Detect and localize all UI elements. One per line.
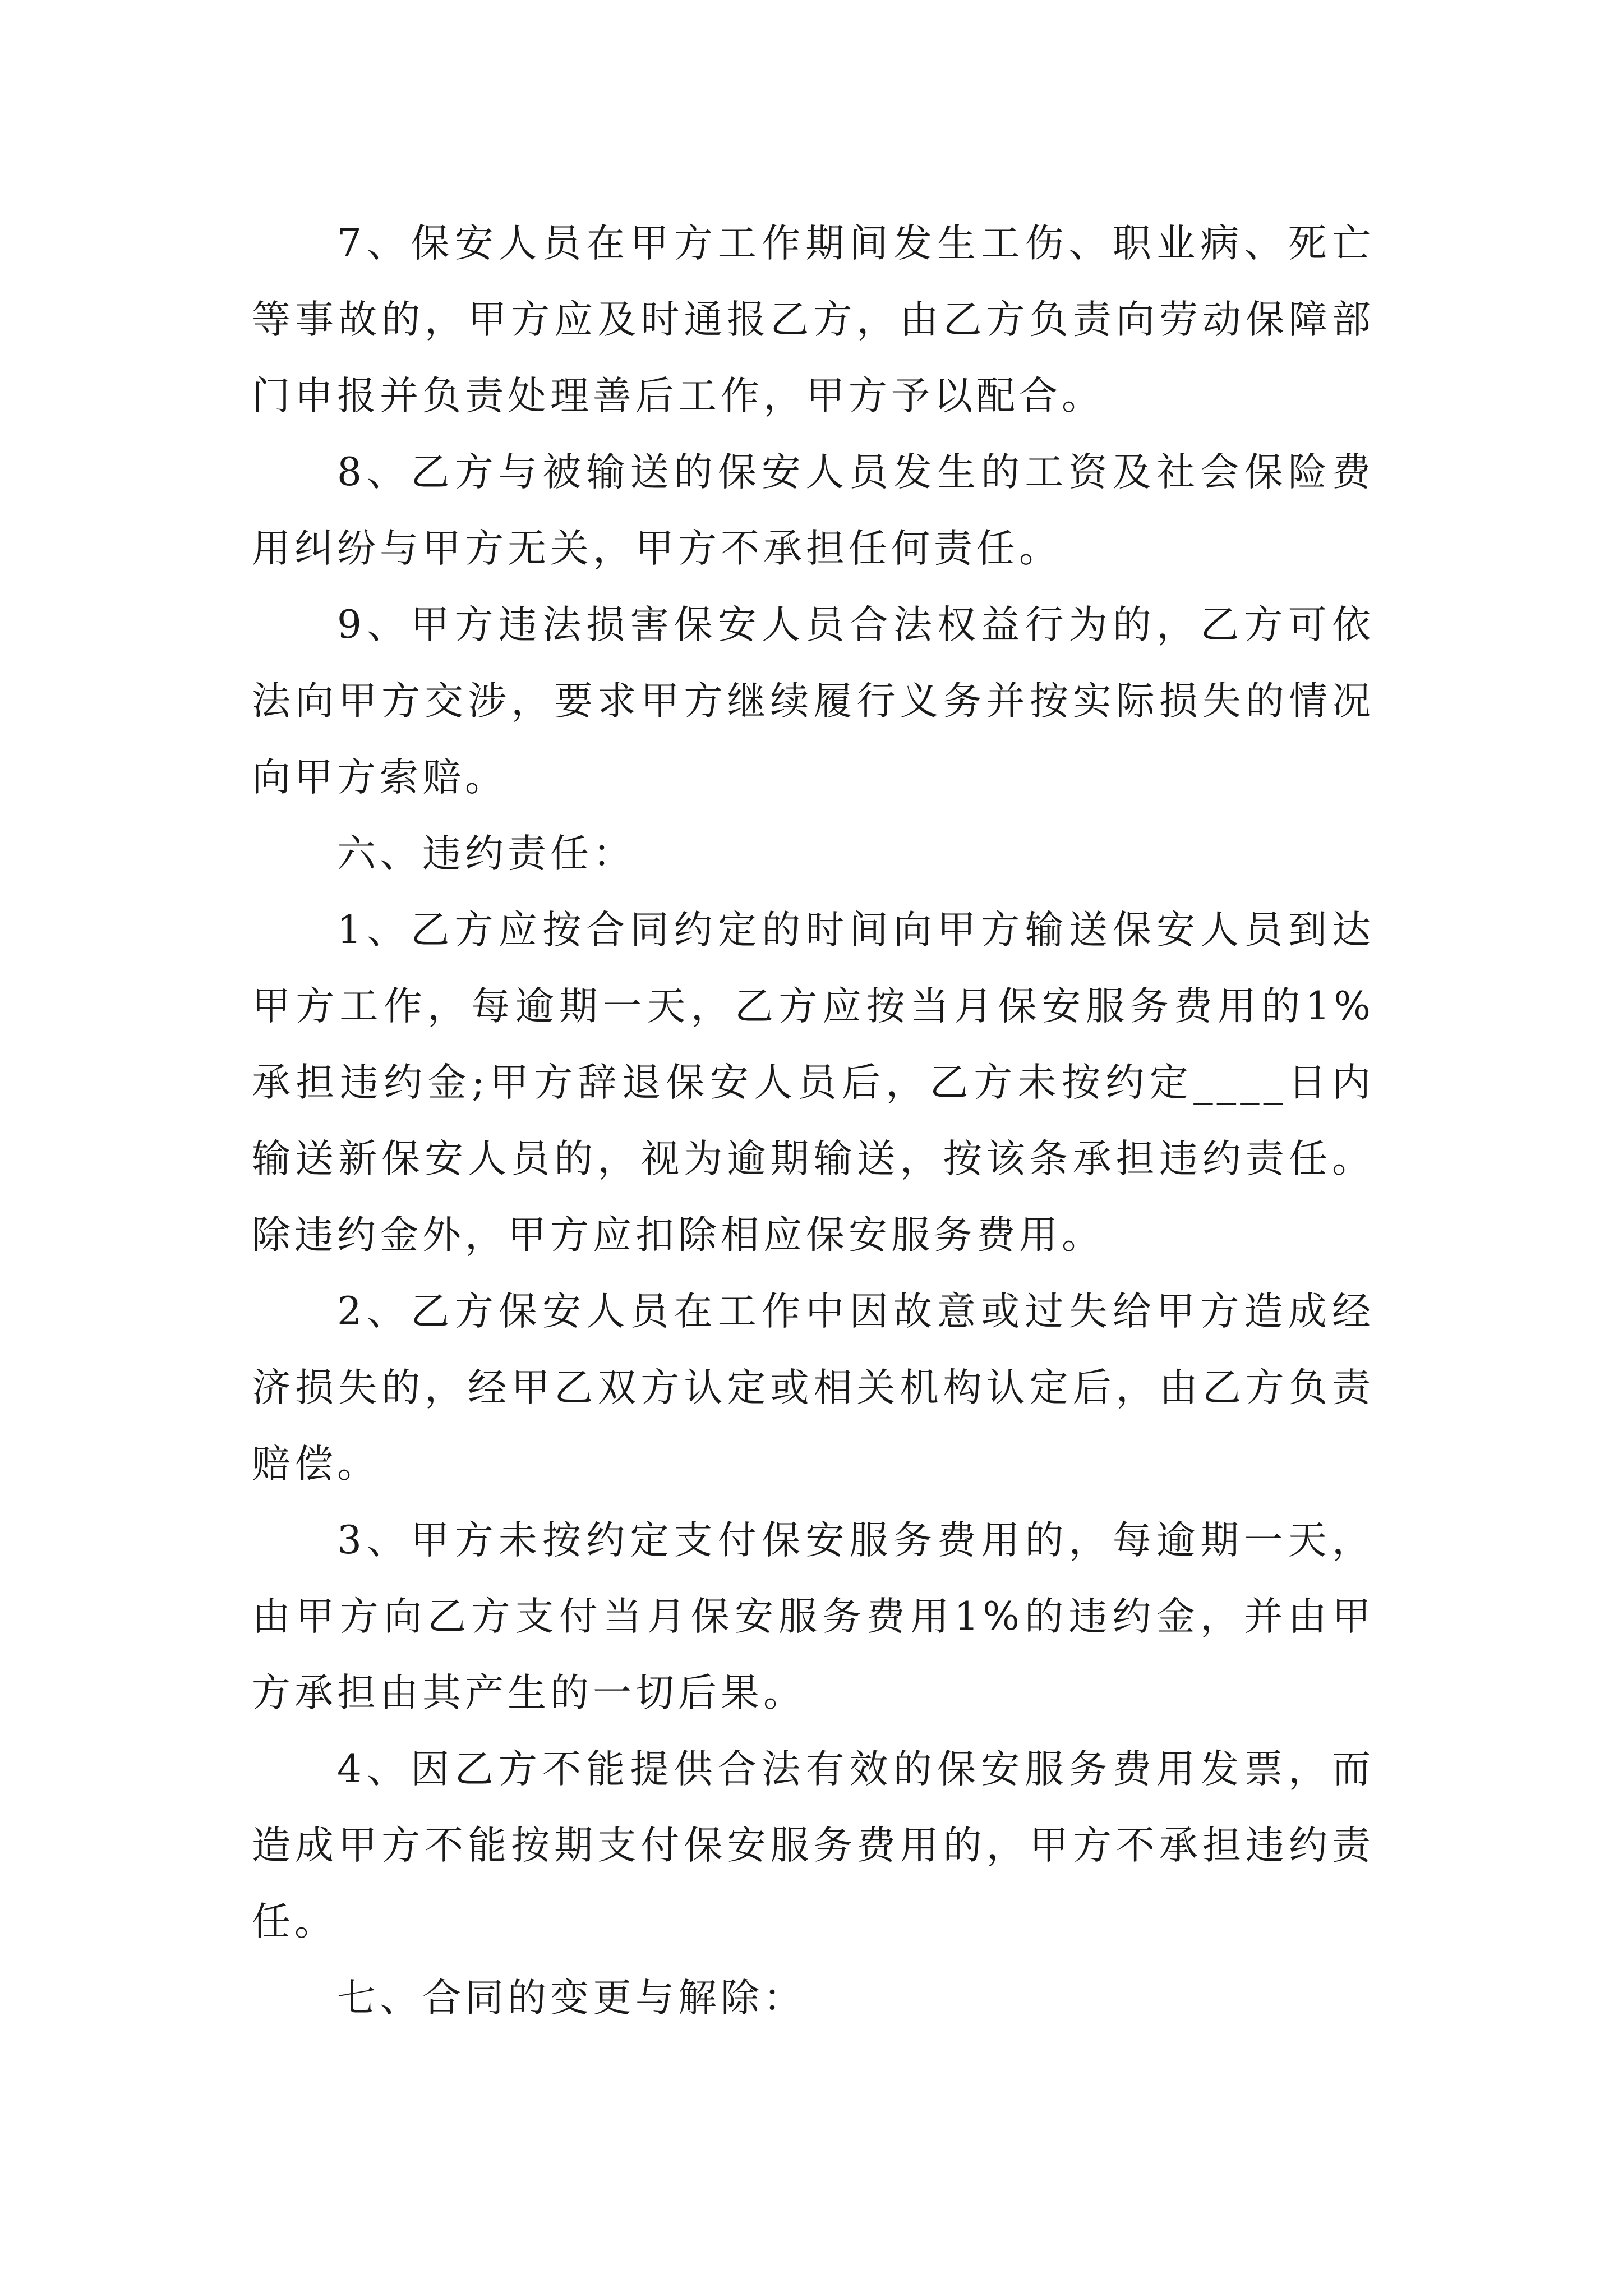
document-body: [252, 205, 1375, 2036]
clause-7: 7、保安人员在甲方工作期间发生工伤、职业病、死亡等事故的，甲方应及时通报乙方，由乙方负责向劳动保障部门申报并负责处理善后工作，甲方予以配合。: [252, 221, 1375, 418]
breach-clause-4: 4、因乙方不能提供合法有效的保安服务费用发票，而造成甲方不能按期支付保安服务费用的，甲方不承担违约责任。: [252, 1747, 1375, 1944]
breach-clause-1: 1、乙方应按合同约定的时间向甲方输送保安人员到达甲方工作，每逾期一天，乙方应按当月保安服务费用的1%承担违约金;甲方辞退保安人员后，乙方未按约定____日内输送新保安人员的，视为逾期输送，按该条承担违约责任。除违约金外，甲方应扣除相应保安服务费用。: [252, 908, 1375, 1258]
section-heading-contract-change: 七、合同的变更与解除：: [337, 1976, 806, 2021]
clause-8: 8、乙方与被输送的保安人员发生的工资及社会保险费用纠纷与甲方无关，甲方不承担任何责任。: [252, 450, 1375, 571]
breach-clause-2: 2、乙方保安人员在工作中因故意或过失给甲方造成经济损失的，经甲乙双方认定或相关机构认定后，由乙方负责赔偿。: [252, 1289, 1375, 1487]
breach-clause-3: 3、甲方未按约定支付保安服务费用的，每逾期一天，由甲方向乙方支付当月保安服务费用1%的违约金，并由甲方承担由其产生的一切后果。: [252, 1518, 1375, 1715]
section-heading-breach-liability: 六、违约责任：: [337, 831, 635, 876]
clause-9: 9、甲方违法损害保安人员合法权益行为的，乙方可依法向甲方交涉，要求甲方继续履行义务并按实际损失的情况向甲方索赔。: [252, 602, 1375, 800]
